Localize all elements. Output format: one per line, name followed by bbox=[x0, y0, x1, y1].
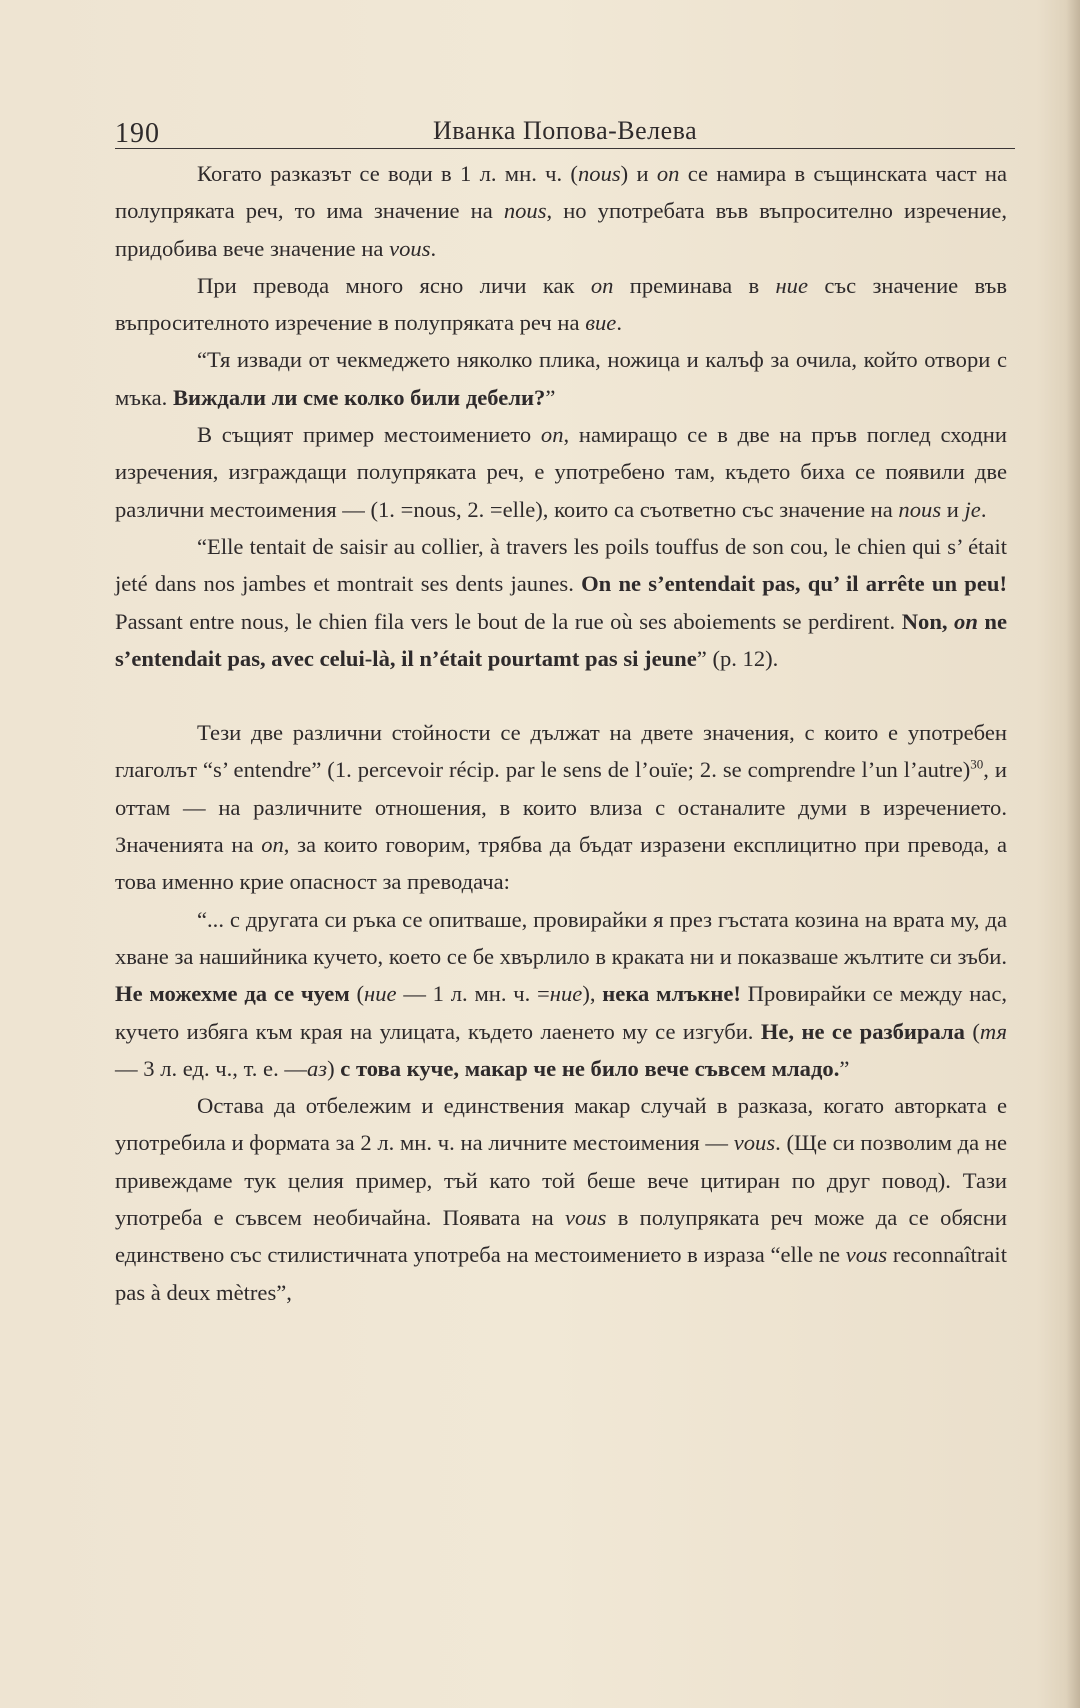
text-span: в полупряката реч може да се обясни единствено със стилистичната употреба на местоимението в израза “elle ne bbox=[115, 1205, 1007, 1268]
text-span: . bbox=[616, 310, 622, 336]
text-span: Тези две различни стойности се дължат на двете значения, с които е употребен глаголът “s’ entendre” (1. percevoir récip. par le sens de l’ouïe; 2. se comprendre l’un l’autre) bbox=[115, 720, 1007, 783]
text-span: се намира в същинската част на полупряката реч, то има значение на bbox=[115, 161, 1007, 224]
bold-phrase: Non, bbox=[901, 608, 955, 634]
paragraph-6 bbox=[115, 714, 1007, 900]
text-span: Остава да отбележим и единствения макар случай в разказа, когато авторката е употребила и формата за 2 л. мн. ч. на личните местоимения — bbox=[115, 1093, 1007, 1156]
italic-term: on bbox=[590, 272, 614, 298]
italic-term: nous bbox=[898, 496, 942, 522]
text-span: със значение във въпросителното изречение в полупряката реч на bbox=[115, 272, 1007, 336]
text-span: . bbox=[980, 496, 987, 522]
text-span: ” bbox=[839, 1055, 850, 1081]
text-span: ( bbox=[964, 1018, 980, 1044]
paragraph-3-quote bbox=[115, 341, 1007, 416]
page-header bbox=[115, 112, 1015, 149]
bold-phrase: Не, не се разбирала bbox=[760, 1018, 965, 1044]
italic-term: on bbox=[656, 161, 680, 186]
text-span: ” (p. 12). bbox=[696, 645, 779, 671]
text-span: — 1 л. мн. ч. = bbox=[396, 981, 550, 1007]
italic-term: ние bbox=[549, 981, 583, 1007]
text-span: , и оттам — на различните отношения, в които влиза с останалите думи в изречението. Значенията на bbox=[115, 757, 1007, 858]
footnote-marker: 30 bbox=[970, 756, 984, 772]
page-number: 190 bbox=[115, 118, 160, 149]
italic-term: аз bbox=[306, 1055, 328, 1081]
text-span: преминава в bbox=[613, 272, 776, 298]
text-span: В същият пример местоимението bbox=[197, 422, 541, 448]
text-span: и bbox=[941, 496, 965, 522]
text-span: Провирайки се между нас, кучето избяга към края на улицата, където лаенето му се изгуби. bbox=[115, 981, 1007, 1044]
paragraph-1 bbox=[115, 155, 1007, 267]
italic-term: тя bbox=[979, 1018, 1007, 1044]
paragraph-5-french-quote bbox=[115, 528, 1007, 677]
italic-term: vous bbox=[845, 1242, 888, 1268]
bold-phrase: Не можехме да се чуем bbox=[115, 981, 350, 1007]
italic-term: on bbox=[540, 422, 564, 448]
bold-phrase: с това куче, макар че не било вече съвсем младо. bbox=[340, 1055, 840, 1081]
bold-italic-term: on bbox=[954, 608, 978, 634]
italic-term: on bbox=[261, 832, 284, 858]
paragraph-2 bbox=[115, 267, 1007, 342]
italic-term: вие bbox=[585, 310, 617, 336]
italic-term: vous bbox=[733, 1130, 776, 1156]
text-span: , намиращо се в две на пръв поглед сходни изречения, изграждащи полупряката реч, е употребено там, където биха се появили две различни местоимения — (1. =nous, 2. =elle), които са съответно със значение на bbox=[115, 422, 1007, 522]
bold-phrase: Виждали ли сме колко били дебели? bbox=[172, 384, 546, 410]
body-text bbox=[115, 155, 1007, 1311]
italic-term: ние bbox=[364, 981, 397, 1007]
bold-phrase: ne s’entendait pas, avec celui-là, il n’était pourtamt pas si jeune bbox=[115, 608, 1007, 671]
text-span: reconnaîtrait pas à deux mètres”, bbox=[115, 1242, 1007, 1305]
paragraph-4 bbox=[115, 416, 1007, 528]
text-span: ), bbox=[582, 981, 603, 1007]
text-span: ( bbox=[349, 981, 364, 1007]
text-span: ) bbox=[327, 1055, 341, 1081]
text-span: , но употребата във въпросително изречение, придобива вече значение на bbox=[115, 198, 1008, 261]
italic-term: vous bbox=[389, 235, 431, 261]
text-span: , за които говорим, трябва да бъдат изразени експлицитно при превода, а това именно крие опасност за преводача: bbox=[115, 832, 1008, 895]
text-span: . (Ще си позволим да не привеждаме тук целия пример, тъй като той беше вече цитиран по друг повод). Тази употреба е съвсем необичайна. Появата на bbox=[115, 1130, 1007, 1231]
text-span: ” bbox=[545, 384, 556, 410]
text-span: “Тя извади от чекмеджето няколко плика, ножица и калъф за очила, който отвори с мъка. bbox=[115, 347, 1007, 410]
italic-term: je bbox=[964, 496, 981, 522]
paragraph-7-quote bbox=[115, 901, 1007, 1087]
text-span: Когато разказът се води в 1 л. мн. ч. ( bbox=[197, 161, 578, 186]
running-head: Иванка Попова-Велева bbox=[433, 116, 698, 145]
text-span: При превода много ясно личи как bbox=[197, 272, 591, 298]
text-span: “... с другата си ръка се опитваше, провирайки я през гъстата козина на врата му, да хване за нашийника кучето, което се бе хвърлило в краката ни и показваше жълтите си зъби. bbox=[115, 906, 1007, 969]
text-span: Passant entre nous, le chien fila vers le bout de la rue où ses aboiements se perdirent. bbox=[115, 608, 902, 634]
italic-term: vous bbox=[564, 1205, 607, 1231]
bold-phrase: нека млъкне! bbox=[602, 981, 741, 1007]
text-span: ) и bbox=[620, 161, 657, 186]
italic-term: nous bbox=[503, 198, 547, 224]
italic-term: ние bbox=[775, 272, 809, 298]
paragraph-8 bbox=[115, 1087, 1007, 1311]
italic-term: nous bbox=[577, 161, 621, 186]
text-span: “Elle tentait de saisir au collier, à travers les poils touffus de son cou, le chien qui s’ était jeté dans nos jambes et montrait ses dents jaunes. bbox=[115, 533, 1007, 597]
text-span: . bbox=[430, 235, 437, 261]
bold-phrase: On ne s’entendait pas, qu’ il arrête un peu! bbox=[581, 571, 1007, 597]
text-span: — 3 л. ед. ч., т. е. — bbox=[115, 1055, 307, 1081]
